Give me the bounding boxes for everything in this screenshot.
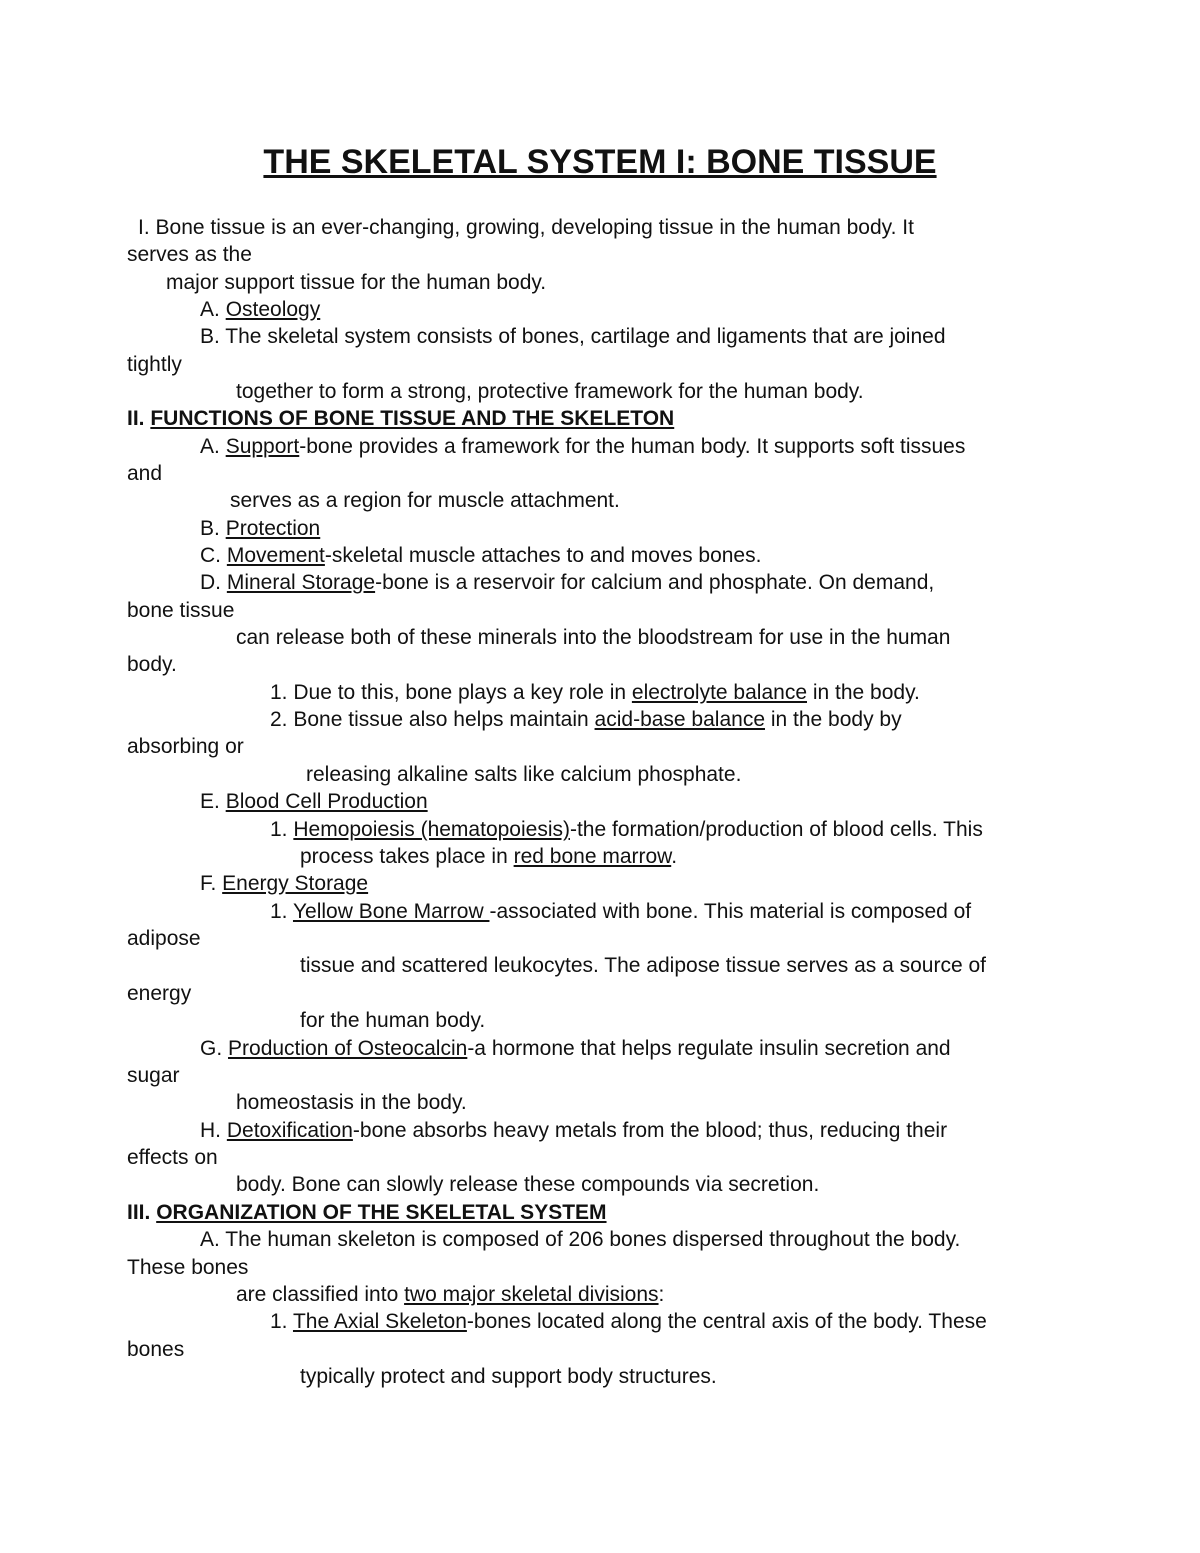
term-mineral-storage: Mineral Storage	[226, 571, 376, 594]
item-2b: B. Protection	[200, 517, 321, 540]
section-1-line-2: serves as the	[127, 243, 252, 266]
section-3-heading: III. ORGANIZATION OF THE SKELETAL SYSTEM	[127, 1201, 607, 1224]
term-energy-storage: Energy Storage	[222, 872, 369, 895]
item-2d-2-line-2: absorbing or	[127, 735, 244, 758]
item-1b-line-2: tightly	[127, 353, 182, 376]
item-2f: F. Energy Storage	[200, 872, 369, 895]
term-yellow-bone-marrow: Yellow Bone Marrow	[292, 900, 490, 923]
item-1a: A. Osteology	[200, 298, 321, 321]
item-2d-1: 1. Due to this, bone plays a key role in electrolyte balance in the body.	[270, 681, 920, 704]
page-title: THE SKELETAL SYSTEM I: BONE TISSUE	[263, 143, 937, 181]
term-electrolyte-balance: electrolyte balance	[631, 681, 807, 704]
item-3a-1: 1. The Axial Skeleton-bones located along the central axis of the body. These	[270, 1310, 987, 1333]
term-movement: Movement	[226, 544, 325, 567]
term-hemopoiesis: Hemopoiesis (hematopoiesis)	[293, 818, 570, 841]
section-1-number: I	[138, 216, 144, 239]
item-3a: A. The human skeleton is composed of 206 bones dispersed throughout the body.	[200, 1228, 961, 1251]
item-2d-line-3: can release both of these minerals into the bloodstream for use in the human	[236, 626, 951, 649]
item-2d-line-4: body.	[127, 653, 177, 676]
item-1b: B. The skeletal system consists of bones, cartilage and ligaments that are joined	[200, 325, 946, 348]
item-2h: H. Detoxification-bone absorbs heavy metals from the blood; thus, reducing their	[200, 1119, 948, 1142]
item-2f-1-line-4: energy	[127, 982, 192, 1005]
item-2c: C. Movement-skeletal muscle attaches to and moves bones.	[200, 544, 762, 567]
item-2f-1-line-3: tissue and scattered leukocytes. The adipose tissue serves as a source of	[300, 954, 986, 977]
term-osteocalcin: Production of Osteocalcin	[228, 1037, 468, 1060]
item-2d-line-2: bone tissue	[127, 599, 235, 622]
item-3a-1-line-3: typically protect and support body structures.	[300, 1365, 717, 1388]
section-2-heading: II. FUNCTIONS OF BONE TISSUE AND THE SKELETON	[127, 407, 675, 430]
term-axial-skeleton: The Axial Skeleton	[292, 1310, 467, 1333]
term-osteology: Osteology	[225, 298, 321, 321]
term-red-bone-marrow: red bone marrow	[513, 845, 672, 868]
term-protection: Protection	[225, 517, 321, 540]
term-blood-cell-production: Blood Cell Production	[225, 790, 428, 813]
item-2d-2: 2. Bone tissue also helps maintain acid-base balance in the body by	[270, 708, 902, 731]
item-2g-line-2: sugar	[127, 1064, 180, 1087]
item-2f-1: 1. Yellow Bone Marrow -associated with bone. This material is composed of	[270, 900, 972, 923]
term-two-major-divisions: two major skeletal divisions	[404, 1283, 659, 1306]
item-2e-1-line-2: process takes place in red bone marrow.	[300, 845, 678, 868]
section-1-line-1: I. Bone tissue is an ever-changing, growing, developing tissue in the human body. It	[138, 216, 914, 239]
item-2e: E. Blood Cell Production	[200, 790, 428, 813]
item-2h-line-3: body. Bone can slowly release these compounds via secretion.	[236, 1173, 820, 1196]
item-3a-line-2: These bones	[127, 1256, 249, 1279]
item-2g-line-3: homeostasis in the body.	[236, 1091, 467, 1114]
section-1-line-3: major support tissue for the human body.	[166, 271, 547, 294]
item-2d-2-line-3: releasing alkaline salts like calcium phosphate.	[306, 763, 742, 786]
item-1b-line-3: together to form a strong, protective framework for the human body.	[236, 380, 864, 403]
item-2d: D. Mineral Storage-bone is a reservoir for calcium and phosphate. On demand,	[200, 571, 935, 594]
term-support: Support	[225, 435, 300, 458]
item-2a: A. Support-bone provides a framework for the human body. It supports soft tissues	[200, 435, 966, 458]
item-2a-line-3: serves as a region for muscle attachment.	[230, 489, 620, 512]
term-detoxification: Detoxification	[226, 1119, 353, 1142]
term-acid-base-balance: acid-base balance	[594, 708, 765, 731]
item-2a-line-2: and	[127, 462, 163, 485]
item-2g: G. Production of Osteocalcin-a hormone that helps regulate insulin secretion and	[200, 1037, 951, 1060]
item-2e-1: 1. Hemopoiesis (hematopoiesis)-the formation/production of blood cells. This	[270, 818, 983, 841]
item-3a-1-line-2: bones	[127, 1338, 185, 1361]
item-3a-line-3: are classified into two major skeletal divisions:	[236, 1283, 665, 1306]
item-2h-line-2: effects on	[127, 1146, 218, 1169]
item-2f-1-line-2: adipose	[127, 927, 201, 950]
item-2f-1-line-5: for the human body.	[300, 1009, 486, 1032]
